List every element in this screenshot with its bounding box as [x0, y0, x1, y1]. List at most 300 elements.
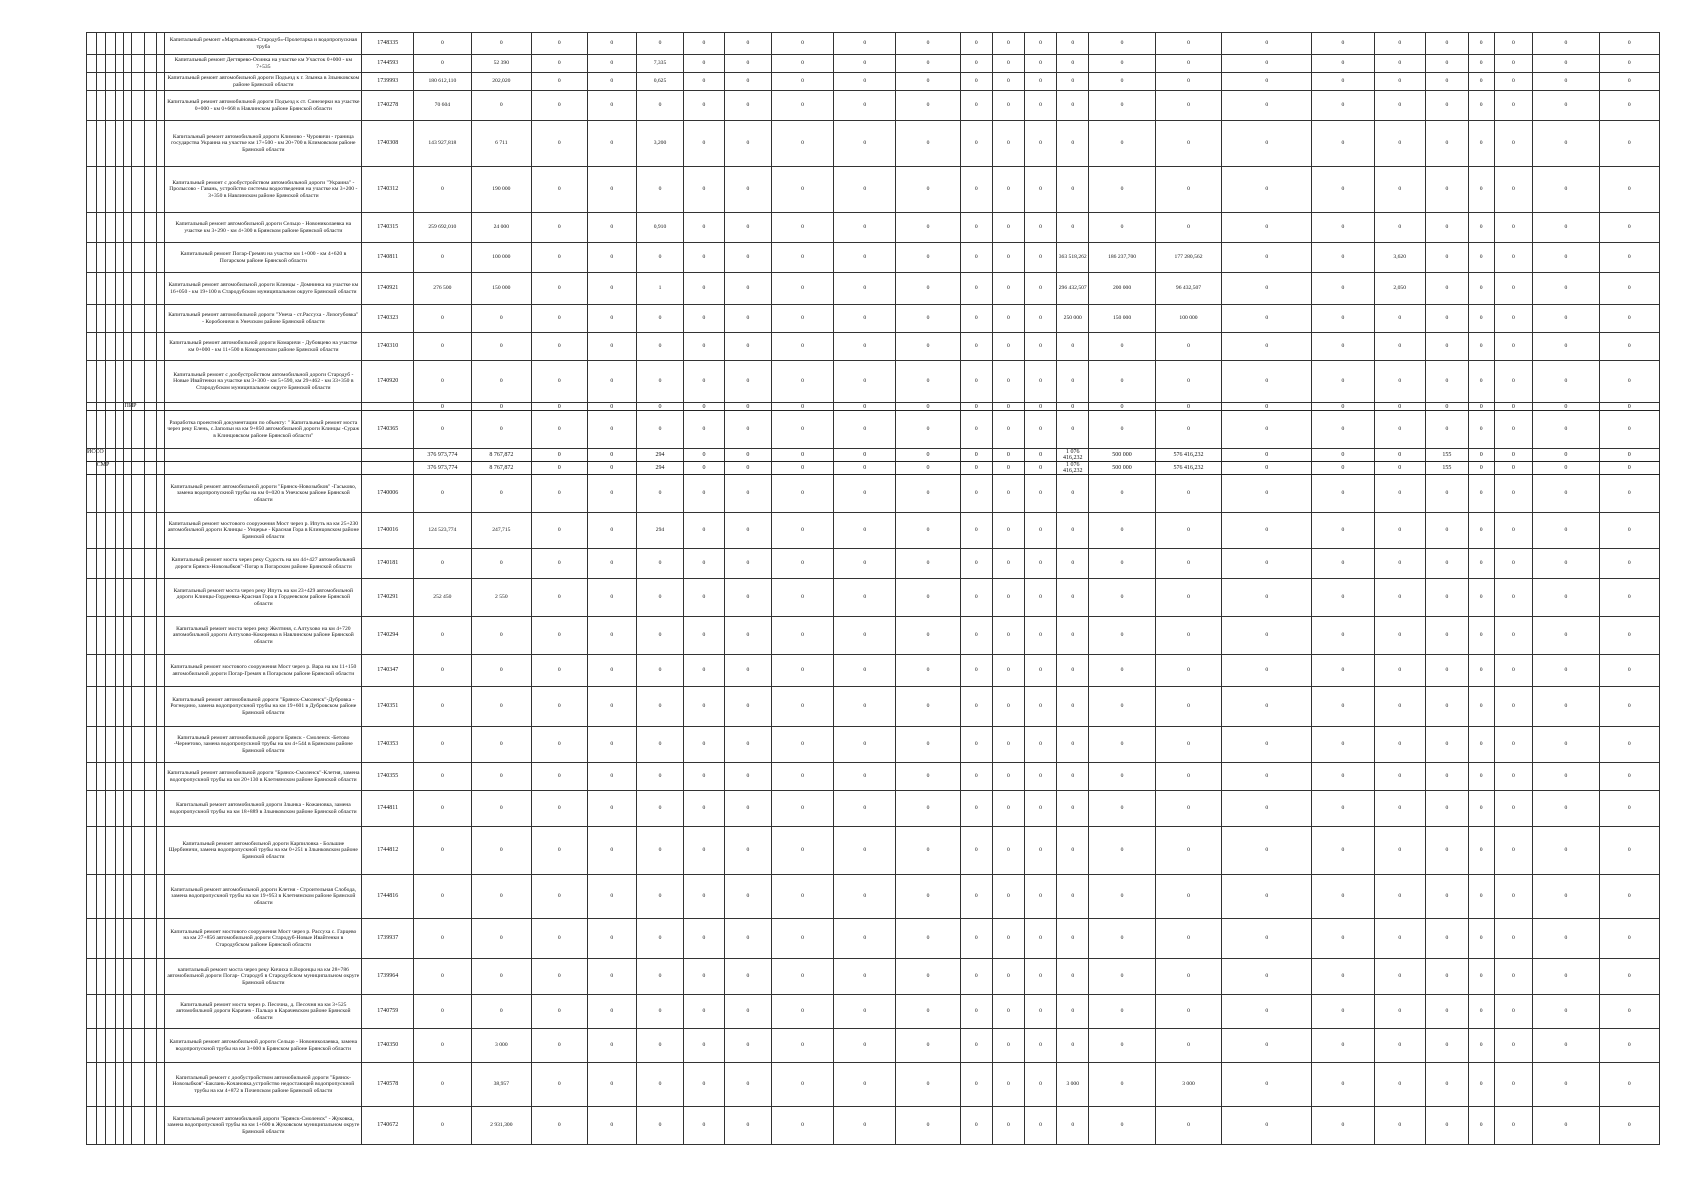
value-cell: 0	[587, 1029, 636, 1063]
object-code: 1748335	[362, 33, 413, 55]
value-cell: 0	[896, 411, 960, 449]
value-cell: 0	[1425, 273, 1468, 305]
indent-cell	[124, 791, 132, 827]
value-cell: 0	[1533, 727, 1599, 763]
value-cell: 0	[1425, 475, 1468, 513]
indent-cell	[115, 1063, 124, 1107]
value-cell: 0	[587, 579, 636, 617]
value-cell: 0	[771, 305, 833, 333]
value-cell: 0	[992, 513, 1024, 549]
value-cell: 0	[587, 449, 636, 462]
value-cell: 0	[771, 33, 833, 55]
value-cell: 0	[960, 305, 992, 333]
value-cell: 0	[1057, 875, 1089, 919]
value-cell: 0	[1312, 827, 1374, 875]
value-cell: 0	[531, 919, 587, 959]
indent-cell	[156, 167, 165, 213]
indent-cell	[144, 273, 156, 305]
value-cell: 0	[1057, 655, 1089, 687]
value-cell: 0	[1425, 167, 1468, 213]
value-cell: 0	[684, 959, 725, 995]
indent-cell	[124, 73, 132, 91]
value-cell: 0	[1025, 121, 1057, 167]
indent-cell	[144, 411, 156, 449]
value-cell: 0	[1025, 655, 1057, 687]
value-cell: 0	[1468, 167, 1494, 213]
value-cell: 0	[1374, 333, 1425, 361]
value-cell: 0	[1533, 167, 1599, 213]
value-cell: 0	[771, 827, 833, 875]
indent-cell	[144, 333, 156, 361]
indent-cell	[87, 1107, 97, 1145]
value-cell: 0	[1533, 827, 1599, 875]
object-code: 1740006	[362, 475, 413, 513]
indent-cell	[106, 687, 116, 727]
value-cell: 0	[724, 687, 771, 727]
indent-cell	[115, 1107, 124, 1145]
indent-cell	[96, 617, 106, 655]
value-cell: 0	[1494, 33, 1533, 55]
value-cell: 0	[531, 121, 587, 167]
indent-cell	[156, 579, 165, 617]
value-cell: 0	[771, 1029, 833, 1063]
value-cell: 0	[771, 411, 833, 449]
value-cell: 0	[1089, 687, 1155, 727]
value-cell: 0	[636, 875, 683, 919]
value-cell: 0	[834, 462, 896, 475]
indent-cell	[96, 361, 106, 403]
value-cell: 0	[587, 55, 636, 73]
value-cell: 0	[1468, 1029, 1494, 1063]
indent-cell	[87, 995, 97, 1029]
value-cell: 0	[1222, 91, 1312, 121]
value-cell: 0	[771, 462, 833, 475]
indent-cell	[96, 91, 106, 121]
value-cell: 576 416,232	[1155, 449, 1221, 462]
value-cell: 0	[1057, 959, 1089, 995]
indent-cell	[115, 361, 124, 403]
value-cell: 0	[1222, 959, 1312, 995]
value-cell: 0	[1025, 333, 1057, 361]
table-row	[87, 361, 1660, 403]
table-row	[87, 617, 1660, 655]
value-cell: 0	[1494, 579, 1533, 617]
value-cell: 0	[587, 213, 636, 243]
indent-cell	[106, 959, 116, 995]
value-cell: 0	[1425, 91, 1468, 121]
object-description: Капитальный ремонт моста через р. Песочна, д. Песочня на км 3+525 автомобильной дороги Карачев - Пальцо в Карачевском районе Брянской области	[165, 995, 362, 1029]
value-cell: 0	[834, 273, 896, 305]
value-cell: 0	[724, 91, 771, 121]
value-cell: 0	[1374, 167, 1425, 213]
object-code: 1744816	[362, 875, 413, 919]
value-cell: 0	[1599, 1107, 1659, 1145]
value-cell: 0	[896, 1029, 960, 1063]
value-cell: 0,910	[636, 213, 683, 243]
object-code	[362, 403, 413, 411]
indent-cell	[131, 1107, 144, 1145]
value-cell: 0	[1089, 73, 1155, 91]
value-cell: 0	[1599, 411, 1659, 449]
value-cell: 0	[1089, 411, 1155, 449]
indent-cell	[115, 462, 124, 475]
value-cell: 0	[684, 763, 725, 791]
value-cell: 0	[960, 33, 992, 55]
value-cell: 0	[1468, 121, 1494, 167]
value-cell: 0	[992, 1029, 1024, 1063]
value-cell: 0	[1533, 411, 1599, 449]
table-row	[87, 411, 1660, 449]
value-cell: 0	[992, 462, 1024, 475]
value-cell: 0	[1494, 167, 1533, 213]
value-cell: 0	[413, 617, 471, 655]
indent-cell	[106, 55, 116, 73]
value-cell: 0	[1089, 1107, 1155, 1145]
value-cell: 0	[1494, 213, 1533, 243]
indent-cell	[115, 33, 124, 55]
value-cell: 0	[1057, 361, 1089, 403]
indent-cell	[106, 167, 116, 213]
table-row	[87, 727, 1660, 763]
value-cell: 0	[1533, 333, 1599, 361]
value-cell: 0	[471, 827, 531, 875]
value-cell: 0	[1374, 513, 1425, 549]
value-cell: 0	[587, 475, 636, 513]
table-row	[87, 687, 1660, 727]
value-cell: 0	[960, 273, 992, 305]
value-cell: 1 076 416,232	[1057, 449, 1089, 462]
table-row	[87, 243, 1660, 273]
value-cell: 0	[684, 1063, 725, 1107]
value-cell: 0	[413, 919, 471, 959]
indent-cell	[124, 273, 132, 305]
value-cell: 0	[636, 1107, 683, 1145]
value-cell: 0	[1374, 91, 1425, 121]
value-cell: 0	[1425, 33, 1468, 55]
value-cell: 0	[531, 727, 587, 763]
object-code: 1740353	[362, 727, 413, 763]
value-cell: 0	[771, 1063, 833, 1107]
indent-cell	[131, 121, 144, 167]
indent-cell	[131, 411, 144, 449]
value-cell: 0	[1057, 475, 1089, 513]
value-cell: 0	[471, 305, 531, 333]
value-cell: 0	[771, 791, 833, 827]
indent-cell	[156, 791, 165, 827]
indent-cell	[156, 687, 165, 727]
value-cell: 0	[1425, 655, 1468, 687]
value-cell: 0	[1533, 617, 1599, 655]
indent-cell	[115, 91, 124, 121]
value-cell: 0	[1089, 1029, 1155, 1063]
object-description: Капитальный ремонт автомобильной дороги "Брянск-Смоленск"-Дубровка - Рогнедино, замена водопропускной трубы на км 19+601 в Дубровском районе Брянской области	[165, 687, 362, 727]
value-cell: 0	[771, 449, 833, 462]
value-cell: 0	[724, 449, 771, 462]
indent-cell	[156, 763, 165, 791]
value-cell: 0	[1533, 791, 1599, 827]
value-cell: 0	[1025, 411, 1057, 449]
value-cell: 0	[724, 213, 771, 243]
value-cell: 0	[1599, 449, 1659, 462]
value-cell: 0	[684, 333, 725, 361]
object-code: 1740351	[362, 687, 413, 727]
value-cell: 0	[1374, 1029, 1425, 1063]
value-cell: 0	[1222, 55, 1312, 73]
value-cell: 0	[636, 1029, 683, 1063]
value-cell: 150 000	[471, 273, 531, 305]
indent-cell	[156, 959, 165, 995]
indent-cell	[124, 449, 132, 462]
value-cell: 0	[587, 91, 636, 121]
value-cell: 0	[896, 687, 960, 727]
value-cell: 0	[413, 411, 471, 449]
value-cell: 0	[771, 763, 833, 791]
value-cell: 0	[587, 1107, 636, 1145]
object-code: 1740578	[362, 1063, 413, 1107]
indent-cell	[96, 33, 106, 55]
value-cell: 0	[1599, 33, 1659, 55]
value-cell: 0	[413, 167, 471, 213]
value-cell: 0	[684, 449, 725, 462]
object-description: Капитальный ремонт с дообустройством автомобильной дороги "Брянск-Новозыбков"-Баклань-Кочановка,устройство недостающей водопропускной трубы на км 4+872 в Почепском районе Брянской области	[165, 1063, 362, 1107]
value-cell: 0	[1155, 549, 1221, 579]
value-cell: 0	[471, 763, 531, 791]
value-cell: 0	[1494, 91, 1533, 121]
value-cell: 0	[1533, 273, 1599, 305]
value-cell: 0	[1599, 475, 1659, 513]
value-cell: 0	[531, 875, 587, 919]
value-cell: 0	[992, 995, 1024, 1029]
value-cell: 0	[1025, 995, 1057, 1029]
table-row	[87, 791, 1660, 827]
value-cell: 0	[724, 361, 771, 403]
value-cell: 0	[684, 1107, 725, 1145]
value-cell: 0	[413, 55, 471, 73]
value-cell: 0	[1089, 549, 1155, 579]
value-cell: 0	[896, 273, 960, 305]
value-cell: 0	[1222, 1029, 1312, 1063]
value-cell: 0	[531, 91, 587, 121]
value-cell: 0	[724, 1063, 771, 1107]
value-cell: 0	[724, 55, 771, 73]
value-cell: 0	[896, 449, 960, 462]
value-cell: 0	[413, 687, 471, 727]
value-cell: 0	[1025, 33, 1057, 55]
indent-cell	[156, 727, 165, 763]
indent-cell	[156, 243, 165, 273]
value-cell: 0	[724, 333, 771, 361]
indent-cell	[156, 333, 165, 361]
indent-cell	[124, 919, 132, 959]
indent-cell	[115, 333, 124, 361]
value-cell: 0	[1425, 579, 1468, 617]
value-cell: 0	[1312, 55, 1374, 73]
value-cell: 0	[1599, 549, 1659, 579]
value-cell: 0	[531, 579, 587, 617]
indent-cell	[131, 33, 144, 55]
indent-cell	[106, 333, 116, 361]
object-code: 1740308	[362, 121, 413, 167]
indent-cell	[96, 1063, 106, 1107]
indent-cell	[131, 655, 144, 687]
indent-cell	[124, 462, 132, 475]
value-cell: 0	[992, 243, 1024, 273]
indent-cell	[106, 617, 116, 655]
object-code: 1740323	[362, 305, 413, 333]
indent-cell	[96, 959, 106, 995]
value-cell: 0	[1025, 167, 1057, 213]
value-cell: 0	[960, 55, 992, 73]
value-cell: 0	[960, 449, 992, 462]
indent-cell	[106, 995, 116, 1029]
value-cell: 0	[771, 121, 833, 167]
value-cell: 0	[1155, 959, 1221, 995]
value-cell: 0	[771, 919, 833, 959]
value-cell: 0	[1599, 655, 1659, 687]
indent-cell	[87, 305, 97, 333]
value-cell: 0	[896, 213, 960, 243]
value-cell: 0	[992, 305, 1024, 333]
value-cell: 0	[1494, 73, 1533, 91]
indent-cell	[115, 475, 124, 513]
value-cell: 8 767,872	[471, 449, 531, 462]
value-cell: 0	[684, 513, 725, 549]
value-cell: 0	[724, 411, 771, 449]
value-cell: 0	[1494, 1063, 1533, 1107]
object-description	[165, 462, 362, 475]
value-cell: 0	[1599, 55, 1659, 73]
value-cell: 0	[960, 91, 992, 121]
object-code: 1740355	[362, 763, 413, 791]
indent-cell	[87, 959, 97, 995]
value-cell: 0	[1312, 449, 1374, 462]
value-cell: 0	[1312, 513, 1374, 549]
value-cell: 0	[992, 579, 1024, 617]
value-cell: 0	[1468, 213, 1494, 243]
indent-cell	[156, 875, 165, 919]
indent-cell	[87, 549, 97, 579]
object-description	[165, 403, 362, 411]
value-cell: 0	[834, 1029, 896, 1063]
value-cell: 296 432,507	[1057, 273, 1089, 305]
value-cell: 0	[587, 33, 636, 55]
value-cell: 0	[1599, 213, 1659, 243]
value-cell: 143 927,818	[413, 121, 471, 167]
value-cell: 0	[1425, 243, 1468, 273]
indent-cell	[106, 305, 116, 333]
object-description: Капитальный ремонт мостового сооружения Мост через р. Рассуха с. Гарцево на км 27+856 автомобильной дороги Стародуб-Новые Ивайтенки в Стародубском районе Брянской области	[165, 919, 362, 959]
value-cell: 247,715	[471, 513, 531, 549]
value-cell: 0	[471, 33, 531, 55]
indent-cell	[106, 791, 116, 827]
value-cell: 0	[771, 579, 833, 617]
value-cell: 0	[1374, 827, 1425, 875]
value-cell: 0	[1468, 462, 1494, 475]
capital-repair-table	[86, 32, 1660, 1145]
table-row	[87, 1063, 1660, 1107]
value-cell: 0	[896, 243, 960, 273]
value-cell: 0	[1599, 763, 1659, 791]
indent-cell	[106, 73, 116, 91]
object-code	[362, 462, 413, 475]
value-cell: 0	[1425, 361, 1468, 403]
value-cell: 0	[896, 959, 960, 995]
indent-cell	[115, 791, 124, 827]
value-cell: 0	[1533, 449, 1599, 462]
indent-cell	[156, 55, 165, 73]
value-cell: 0	[1155, 411, 1221, 449]
indent-cell	[131, 305, 144, 333]
table-row	[87, 33, 1660, 55]
value-cell: 0	[724, 995, 771, 1029]
value-cell: 0	[960, 1063, 992, 1107]
indent-cell	[115, 449, 124, 462]
indent-cell	[106, 33, 116, 55]
value-cell: 0	[960, 333, 992, 361]
indent-cell	[131, 73, 144, 91]
value-cell: 0	[1222, 617, 1312, 655]
value-cell: 0	[587, 333, 636, 361]
value-cell: 0	[1312, 727, 1374, 763]
value-cell: 294	[636, 513, 683, 549]
value-cell: 0	[587, 1063, 636, 1107]
value-cell: 0	[1468, 475, 1494, 513]
value-cell: 0	[1494, 403, 1533, 411]
indent-cell	[131, 361, 144, 403]
value-cell: 0	[1425, 763, 1468, 791]
value-cell: 0	[1468, 827, 1494, 875]
indent-cell	[156, 273, 165, 305]
value-cell: 0	[1468, 91, 1494, 121]
indent-cell	[124, 55, 132, 73]
value-cell: 0	[1025, 213, 1057, 243]
value-cell: 0	[587, 167, 636, 213]
value-cell: 96 432,507	[1155, 273, 1221, 305]
value-cell: 0	[1468, 579, 1494, 617]
indent-cell	[87, 91, 97, 121]
table-row	[87, 827, 1660, 875]
indent-cell	[131, 791, 144, 827]
value-cell: 0	[413, 959, 471, 995]
object-code: 1744811	[362, 791, 413, 827]
value-cell: 0	[771, 333, 833, 361]
object-code: 1740350	[362, 1029, 413, 1063]
value-cell: 0	[1025, 763, 1057, 791]
value-cell: 124 523,774	[413, 513, 471, 549]
value-cell: 0	[587, 617, 636, 655]
value-cell: 0	[724, 763, 771, 791]
value-cell: 0	[1155, 361, 1221, 403]
value-cell: 0	[1025, 1029, 1057, 1063]
indent-cell	[106, 919, 116, 959]
object-code: 1744812	[362, 827, 413, 875]
value-cell: 0	[1155, 655, 1221, 687]
value-cell: 0	[1312, 411, 1374, 449]
value-cell: 0	[1312, 1029, 1374, 1063]
value-cell: 0	[531, 449, 587, 462]
value-cell: 0	[992, 919, 1024, 959]
value-cell: 0	[1222, 687, 1312, 727]
indent-cell	[87, 687, 97, 727]
value-cell: 0	[1155, 1029, 1221, 1063]
value-cell: 0	[587, 411, 636, 449]
value-cell: 0	[1089, 617, 1155, 655]
indent-cell	[96, 875, 106, 919]
value-cell: 0	[1533, 1107, 1599, 1145]
value-cell: 0	[1425, 919, 1468, 959]
indent-cell	[144, 995, 156, 1029]
object-code: 1740920	[362, 361, 413, 403]
